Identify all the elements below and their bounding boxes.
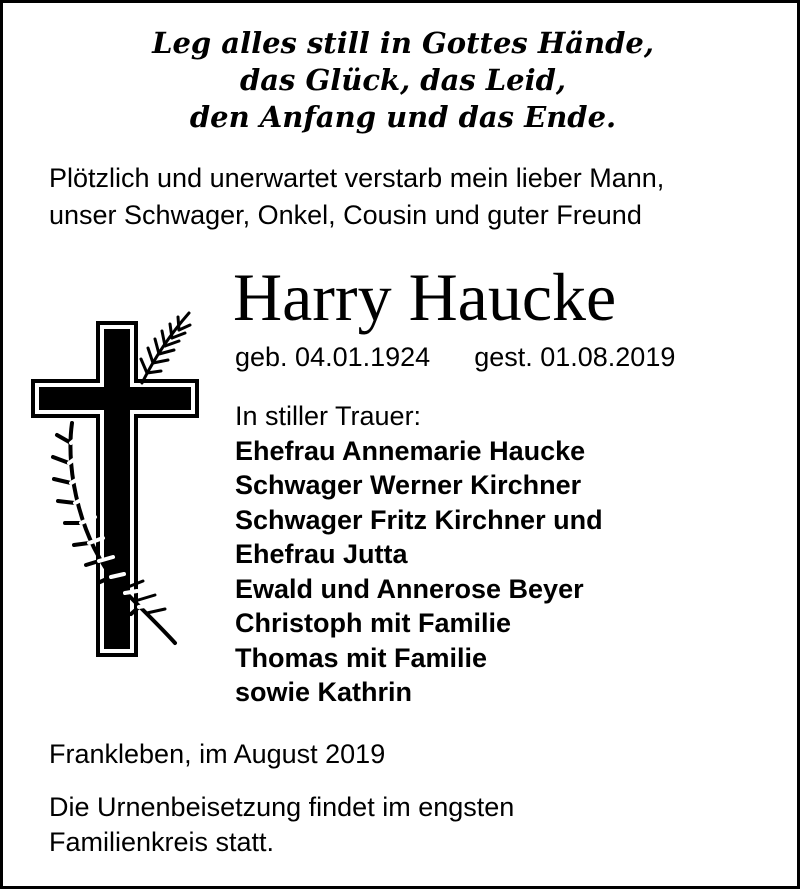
announcement-line: Plötzlich und unerwartet verstarb mein lieber Mann, [49, 163, 665, 193]
mourner-entry: Christoph mit Familie [235, 608, 512, 638]
mourner-entry: Schwager Werner Kirchner [235, 470, 582, 500]
burial-note-line: Die Urnenbeisetzung findet im engsten [49, 792, 515, 822]
cross-with-palm-branch-icon [27, 303, 207, 663]
verse-line: Leg alles still in Gottes Hände, [152, 26, 654, 60]
burial-note-line: Familienkreis statt. [49, 827, 275, 857]
death-date: gest. 01.08.2019 [474, 342, 676, 372]
life-dates [235, 339, 675, 375]
mourner-entry: Thomas mit Familie [235, 642, 488, 673]
death-announcement [49, 160, 789, 234]
mourner-entry: Ehefrau Annemarie Haucke [235, 435, 586, 466]
announcement-line: unser Schwager, Onkel, Cousin und guter Freund [49, 200, 642, 230]
mourners-list [235, 399, 603, 710]
burial-note [49, 790, 514, 860]
place-and-date: Frankleben, im August 2019 [49, 739, 386, 769]
verse-line: das Glück, das Leid, [239, 63, 567, 97]
mourner-entry: Ehefrau Jutta [235, 539, 408, 569]
birth-date: geb. 04.01.1924 [235, 342, 431, 372]
memorial-verse [3, 25, 800, 136]
mourning-lead: In stiller Trauer: [235, 401, 422, 431]
deceased-name: Harry Haucke [233, 259, 617, 335]
mourner-entry: Ewald und Annerose Beyer [235, 573, 584, 604]
mourner-entry: sowie Kathrin [235, 677, 413, 707]
verse-line: den Anfang und das Ende. [189, 100, 617, 134]
mourner-entry: Schwager Fritz Kirchner und [235, 504, 603, 535]
